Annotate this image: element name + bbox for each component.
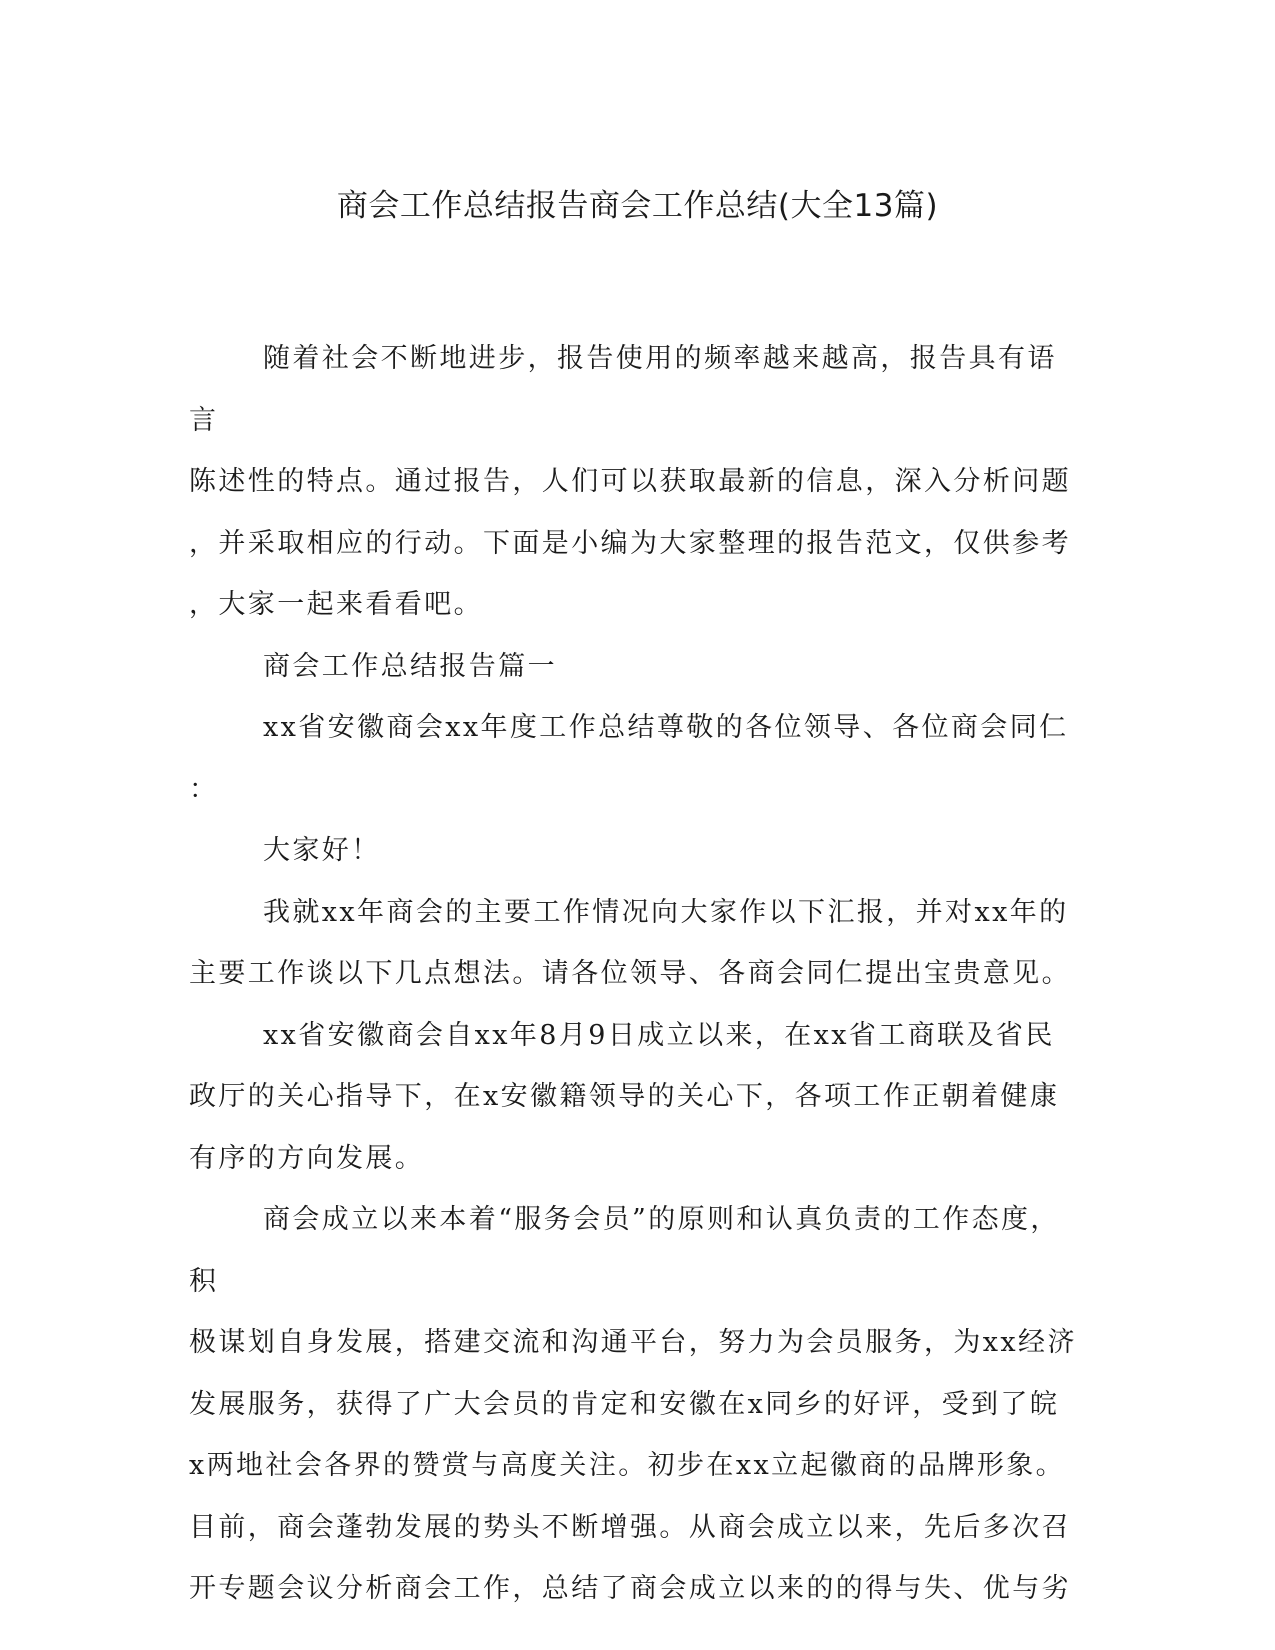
text-line: 随着社会不断地进步，报告使用的频率越来越高，报告具有语言 <box>189 343 1057 436</box>
text-line: ，并采取相应的行动。下面是小编为大家整理的报告范文，仅供参考 <box>189 527 1071 559</box>
text-line: xx省安徽商会自xx年8月9日成立以来，在xx省工商联及省民 <box>263 1019 1055 1051</box>
text-line: 商会工作总结报告篇一 <box>263 650 557 682</box>
text-line: 我就xx年商会的主要工作情况向大家作以下汇报，并对xx年的 <box>263 896 1069 928</box>
text-line: ： <box>189 773 219 805</box>
document-body <box>189 328 1079 1620</box>
text-line: x两地社会各界的赞赏与高度关注。初步在xx立起徽商的品牌形象。 <box>189 1450 1066 1481</box>
text-line: ，大家一起来看看吧。 <box>189 589 483 620</box>
text-line: 开专题会议分析商会工作，总结了商会成立以来的的得与失、优与劣 <box>189 1573 1071 1604</box>
text-line: 有序的方向发展。 <box>189 1142 425 1174</box>
text-line: 主要工作谈以下几点想法。请各位领导、各商会同仁提出宝贵意见。 <box>189 958 1071 989</box>
text-line: xx省安徽商会xx年度工作总结尊敬的各位领导、各位商会同仁 <box>263 712 1069 743</box>
text-line: 陈述性的特点。通过报告，人们可以获取最新的信息，深入分析问题 <box>189 466 1071 497</box>
text-line: 发展服务，获得了广大会员的肯定和安徽在x同乡的好评，受到了皖 <box>189 1388 1060 1420</box>
text-line: 目前，商会蓬勃发展的势头不断增强。从商会成立以来，先后多次召 <box>189 1511 1071 1543</box>
text-line: 政厅的关心指导下，在x安徽籍领导的关心下，各项工作正朝着健康 <box>189 1081 1060 1112</box>
text-line: 大家好！ <box>263 835 381 866</box>
document-title: 商会工作总结报告商会工作总结(大全13篇) <box>336 188 939 224</box>
text-line: 极谋划自身发展，搭建交流和沟通平台，努力为会员服务，为xx经济 <box>189 1327 1077 1358</box>
text-line: 商会成立以来本着“服务会员”的原则和认真负责的工作态度，积 <box>189 1204 1060 1297</box>
